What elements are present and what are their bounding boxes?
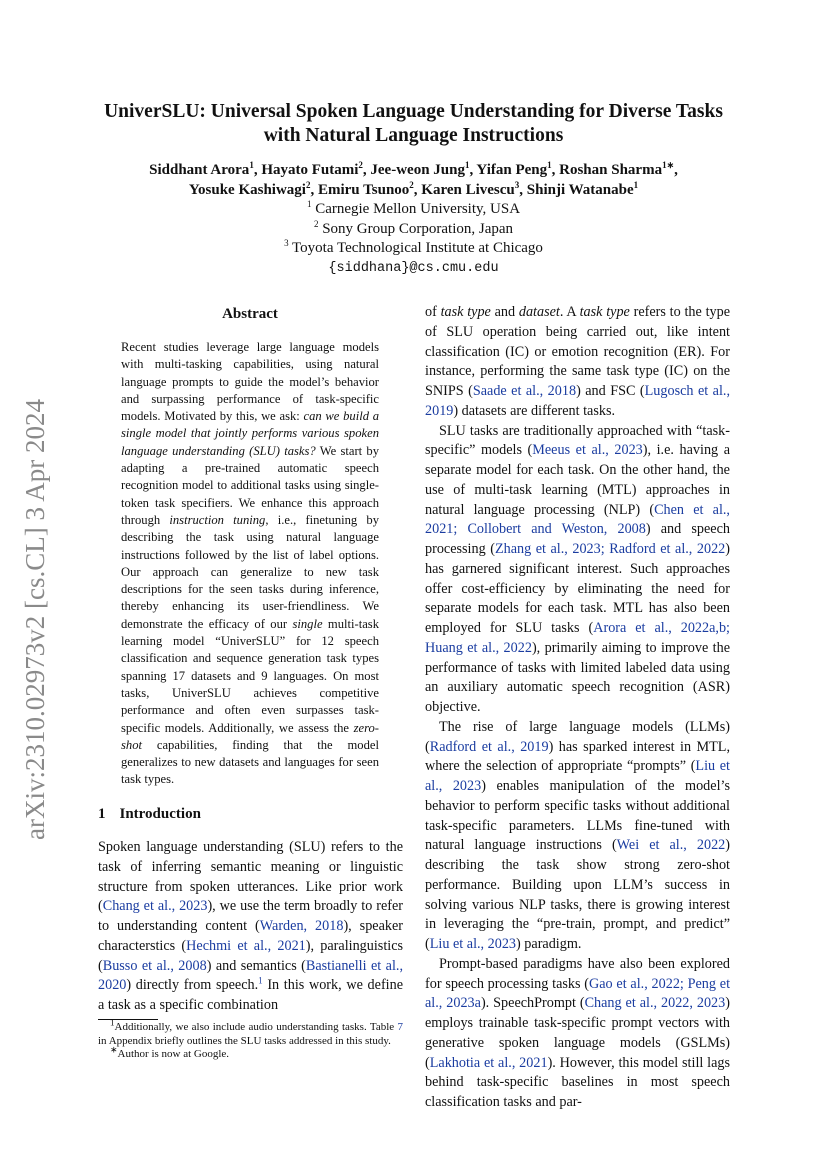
- citation-link[interactable]: Zhang et al., 2023; Radford et al., 2022: [494, 541, 726, 557]
- footnote-mark: ∗: [110, 1044, 118, 1055]
- affiliation-number: 3: [284, 238, 289, 248]
- text-run: and: [490, 304, 519, 320]
- left-column: [98, 838, 403, 1016]
- citation-link[interactable]: Gao et al., 2022; Peng et al., 2023a: [425, 975, 731, 1012]
- affiliation-mark: 2: [305, 180, 311, 190]
- text-run: ), paralinguistics (: [98, 937, 404, 974]
- text-run: SLU tasks are traditionally approached with “task-specific” models (: [425, 422, 730, 459]
- affiliation-mark: 1: [464, 160, 470, 170]
- citation-link[interactable]: Chang et al., 2023: [102, 898, 208, 915]
- title-line: with Natural Language Instructions: [263, 125, 564, 146]
- text-run: Spoken language understanding (SLU) refers to the task of inferring semantic meaning or linguistic structure from spoken utterances. Like prior work (: [98, 839, 403, 915]
- citation-link[interactable]: Meeus et al., 2023: [532, 442, 643, 459]
- text-run: ). SpeechPrompt (: [480, 995, 585, 1012]
- text-run: ) has garnered significant interest. Such approaches offer cost-efficiency by eliminating the need for separate models for each task. MTL has also been employed for SLU tasks (: [425, 541, 731, 636]
- citation-link[interactable]: Liu et al., 2023: [429, 936, 517, 952]
- citation-link[interactable]: Liu et al., 2023: [425, 758, 730, 794]
- emphasis: can we build a single model that jointly performs various spoken language understanding (SLU) tasks?: [121, 409, 380, 458]
- emphasis: zero-shot: [121, 720, 379, 752]
- email: {siddhana}@cs.cmu.edu: [328, 260, 499, 276]
- author-name: Siddhant Arora: [149, 162, 250, 178]
- text-run: Additionally, we also include audio understanding tasks. Table: [114, 1021, 398, 1033]
- citation-link[interactable]: Saade et al., 2018: [472, 383, 577, 399]
- paragraph: [98, 1017, 403, 1048]
- author-name: Hayato Futami: [261, 162, 359, 178]
- text-run: ) has sparked interest in MTL, where the selection of appropriate “prompts” (: [425, 738, 731, 775]
- text-run: capabilities, finding that the model generalizes to new datasets and languages for seen task types.: [121, 737, 379, 787]
- citation-link[interactable]: Chen et al., 2021; Collobert and Weston, 2008: [425, 501, 730, 538]
- abstract-heading: Abstract: [222, 306, 278, 322]
- emphasis: single: [292, 616, 323, 631]
- text-run: in Appendix briefly outlines the SLU tasks addressed in this study.: [98, 1034, 391, 1047]
- footnotes: [98, 1017, 403, 1062]
- affiliation-mark: 1∗: [662, 160, 675, 170]
- section-heading: [98, 806, 215, 823]
- affiliation-mark: 1: [547, 160, 552, 170]
- affiliation: $^1$ Carnegie Mellon University, USA: [306, 199, 521, 217]
- author-line: Yosuke Kashiwagi$^2$, Emiru Tsunoo$^2$, Karen Livescu$^3$, Shinji Watanabe$^1$: [188, 180, 639, 198]
- text-run: ) directly from speech.: [126, 977, 259, 994]
- text-run: ) paradigm.: [516, 936, 582, 952]
- text-run: Prompt-based paradigms have also been explored for speech processing tasks (: [425, 955, 730, 992]
- affiliation-mark: 1: [633, 180, 639, 190]
- emphasis: task type: [579, 304, 630, 320]
- text-run: refers to the type of SLU operation being carried out, like intent classification (IC) or emotion recognition (ER). For instance, performing the same task type (IC) on the SNIPS (: [425, 304, 730, 399]
- affiliation: $^3$ Toyota Technological Institute at Chicago: [284, 238, 543, 256]
- citation-link[interactable]: 7: [397, 1021, 403, 1033]
- citation-link[interactable]: Lakhotia et al., 2021: [429, 1054, 548, 1071]
- affiliation-mark: 1: [249, 160, 254, 170]
- text-run: of: [425, 304, 441, 320]
- affiliation-mark: 2: [409, 180, 414, 190]
- text-run: ) and semantics (: [206, 957, 306, 974]
- citation-link[interactable]: Lugosch et al., 2019: [425, 383, 730, 419]
- citation-link[interactable]: Wei et al., 2022: [616, 837, 726, 854]
- text-run: ), i.e. having a separate model for each task. On the other hand, the use of multi-task learning (MTL) approaches in natural language processing (NLP) (: [425, 442, 730, 518]
- author-line: Siddhant Arora$^1$, Hayato Futami$^2$, Jee-weon Jung$^1$, Yifan Peng$^1$, Roshan Sharma$^{1∗}$,: [149, 160, 678, 178]
- citation-link[interactable]: Chang et al., 2022, 2023: [584, 995, 726, 1012]
- affiliation-number: 2: [313, 218, 319, 229]
- text-run: We start by adapting a pre-trained automatic speech recognition model to additional tasks using single-token task specifiers. We enhance this approach through: [121, 443, 379, 527]
- emphasis: instruction tuning: [169, 512, 266, 527]
- author-name: Yosuke Kashiwagi: [188, 182, 306, 198]
- citation-link[interactable]: Hechmi et al., 2021: [186, 937, 306, 954]
- text-run: Recent studies leverage large language models with multi-tasking capabilities, using natural language prompts to guide the model’s behavior and surpassing performance of task-specific models. Motivated by this, we ask:: [121, 340, 379, 424]
- emphasis: dataset: [518, 304, 560, 320]
- affiliations: [40, 200, 787, 278]
- text-run: ) employs trainable task-specific prompt vectors with generative spoken language models (GSLMs) (: [425, 995, 730, 1071]
- text-run: Author is now at Google.: [117, 1048, 230, 1060]
- author-list: [40, 160, 787, 200]
- section-number: 1: [98, 806, 106, 822]
- author-name: Yifan Peng: [476, 162, 548, 178]
- text-run: ) and speech processing (: [425, 521, 730, 557]
- citation-link[interactable]: Bastianelli et al., 2020: [98, 957, 403, 994]
- text-run: ), we use the term broadly to refer to understanding content (: [98, 898, 403, 934]
- text-run: multi-task learning model “UniverSLU” for 12 speech classification and sequence generation task types spanning 17 datasets and 9 languages. On most tasks, UniverSLU achieves competitive performance and often even surpasses task-specific models. Additionally, we assess the: [121, 616, 379, 735]
- paragraph: [425, 718, 730, 955]
- text-run: In this work, we define a task as a specific combination: [98, 977, 403, 1013]
- citation-link[interactable]: Warden, 2018: [259, 918, 344, 934]
- text-run: , i.e., finetuning by describing the task using natural language instructions followed by the list of label options. Our approach can generalize to new task descriptions for the seen tasks during inference, thereby enhancing its user-friendliness. We demonstrate the efficacy of our: [121, 512, 379, 631]
- text-run: ). However, this model still lags behind task-specific baselines in most speech classification tasks and par-: [425, 1054, 730, 1110]
- paragraph: [425, 303, 730, 422]
- paragraph: [98, 1044, 403, 1062]
- text-run: ) datasets are different tasks.: [453, 402, 616, 419]
- arxiv-identifier: arXiv:2310.02973v2 [cs.CL] 3 Apr 2024: [20, 399, 50, 840]
- title-line: UniverSLU: Universal Spoken Language Understanding for Diverse Tasks: [104, 101, 723, 122]
- citation-link[interactable]: Arora et al., 2022a,b; Huang et al., 2022: [425, 620, 730, 656]
- text-run: ) describing the task show strong zero-shot performance. Building upon LLM’s success in solving various NLP tasks, there is growing interest in leveraging the “pre-train, prompt, and predict” (: [425, 837, 730, 952]
- affiliation-mark: 2: [358, 160, 363, 170]
- footnote-mark: 1: [110, 1017, 115, 1028]
- affiliation-mark: 3: [514, 180, 520, 190]
- right-column: [425, 303, 730, 1113]
- text-run: The rise of large language models (LLMs) (: [425, 718, 730, 755]
- affiliation: $^2$ Sony Group Corporation, Japan: [313, 218, 514, 237]
- emphasis: task type: [440, 304, 491, 320]
- author-name: Shinji Watanabe: [526, 182, 634, 198]
- paragraph: [98, 838, 403, 1016]
- text-run: ), primarily aiming to improve the performance of tasks with limited labeled data using an auxiliary automatic speech recognition (ASR) objective.: [425, 639, 730, 715]
- text-run: ) and FSC (: [576, 383, 645, 399]
- abstract-text: [121, 339, 379, 789]
- section-title: Introduction: [119, 806, 201, 822]
- paragraph: [425, 955, 730, 1113]
- paper-title: [60, 100, 767, 148]
- author-name: Roshan Sharma: [559, 162, 663, 178]
- author-name: Jee-weon Jung: [370, 162, 465, 178]
- citation-link[interactable]: Busso et al., 2008: [102, 957, 207, 974]
- text-run: ) enables manipulation of the model’s behavior to perform specific tasks without additional task-specific parameters. LLMs fine-tuned with natural language instructions (: [425, 778, 730, 854]
- citation-link[interactable]: Radford et al., 2019: [429, 738, 549, 755]
- author-name: Karen Livescu: [421, 182, 515, 198]
- text-run: . A: [559, 304, 580, 320]
- text-run: ), speaker characterstics (: [98, 918, 403, 954]
- footnote-rule: [98, 1019, 158, 1020]
- footnote-link[interactable]: 1: [258, 975, 263, 986]
- affiliation-number: 1: [306, 199, 312, 209]
- author-name: Emiru Tsunoo: [317, 182, 410, 198]
- paragraph: [425, 422, 730, 718]
